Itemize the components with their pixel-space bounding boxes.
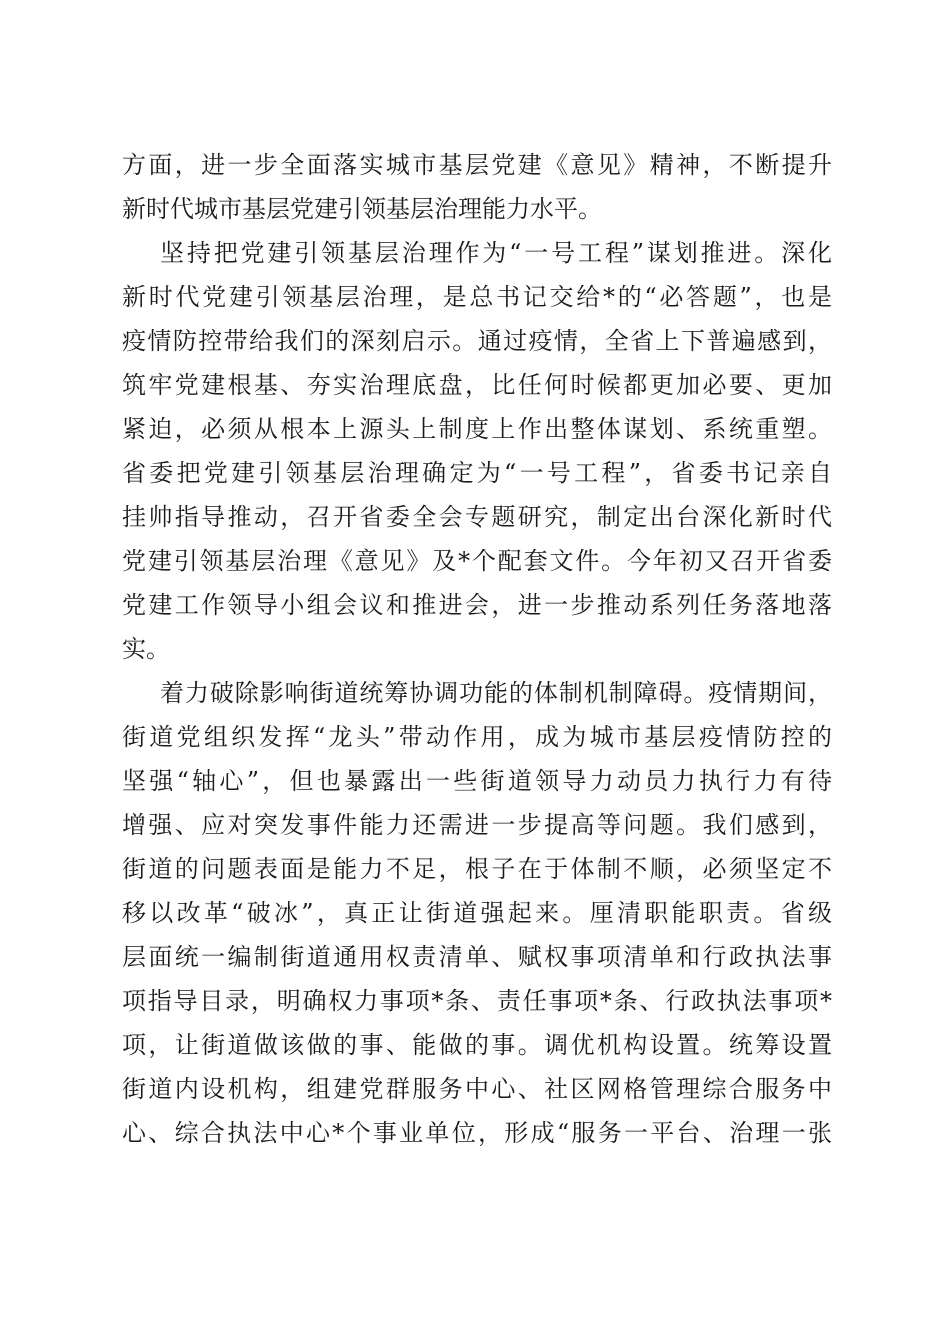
paragraph-2-line-4: 筑牢党建根基、夯实治理底盘，比任何时候都更加必要、更加	[122, 371, 832, 399]
paragraph-3-line-9: 项，让街道做该做的事、能做的事。调优机构设置。统筹设置	[122, 1031, 832, 1059]
paragraph-3-line-1: 着力破除影响街道统筹协调功能的体制机制障碍。疫情期间，	[160, 679, 832, 707]
paragraph-2-line-3: 疫情防控带给我们的深刻启示。通过疫情，全省上下普遍感到，	[122, 327, 832, 355]
paragraph-2-line-10: 实。	[122, 635, 170, 663]
paragraph-2-line-7: 挂帅指导推动，召开省委全会专题研究，制定出台深化新时代	[122, 503, 832, 531]
paragraph-2-line-1: 坚持把党建引领基层治理作为“一号工程”谋划推进。深化	[160, 239, 832, 267]
paragraph-2-line-8: 党建引领基层治理《意见》及*个配套文件。今年初又召开省委	[122, 547, 832, 575]
paragraph-3-line-4: 增强、应对突发事件能力还需进一步提高等问题。我们感到，	[122, 811, 832, 839]
paragraph-3-line-3: 坚强“轴心”，但也暴露出一些街道领导力动员力执行力有待	[122, 767, 832, 795]
paragraph-2-line-2: 新时代党建引领基层治理，是总书记交给*的“必答题”，也是	[122, 283, 832, 311]
paragraph-2-line-6: 省委把党建引领基层治理确定为“一号工程”，省委书记亲自	[122, 459, 832, 487]
paragraph-1-line-1: 方面，进一步全面落实城市基层党建《意见》精神，不断提升	[122, 151, 832, 179]
paragraph-3-line-6: 移以改革“破冰”，真正让街道强起来。厘清职能职责。省级	[122, 899, 832, 927]
paragraph-3-line-8: 项指导目录，明确权力事项*条、责任事项*条、行政执法事项*	[122, 987, 832, 1015]
paragraph-1-line-2: 新时代城市基层党建引领基层治理能力水平。	[122, 195, 602, 223]
paragraph-3-line-5: 街道的问题表面是能力不足，根子在于体制不顺，必须坚定不	[122, 855, 832, 883]
paragraph-3-line-2: 街道党组织发挥“龙头”带动作用，成为城市基层疫情防控的	[122, 723, 832, 751]
paragraph-3-line-7: 层面统一编制街道通用权责清单、赋权事项清单和行政执法事	[122, 943, 832, 971]
paragraph-3-line-11: 心、综合执法中心*个事业单位，形成“服务一平台、治理一张	[122, 1119, 832, 1147]
paragraph-2-line-9: 党建工作领导小组会议和推进会，进一步推动系列任务落地落	[122, 591, 832, 619]
paragraph-3-line-10: 街道内设机构，组建党群服务中心、社区网格管理综合服务中	[122, 1075, 832, 1103]
paragraph-2-line-5: 紧迫，必须从根本上源头上制度上作出整体谋划、系统重塑。	[122, 415, 832, 443]
